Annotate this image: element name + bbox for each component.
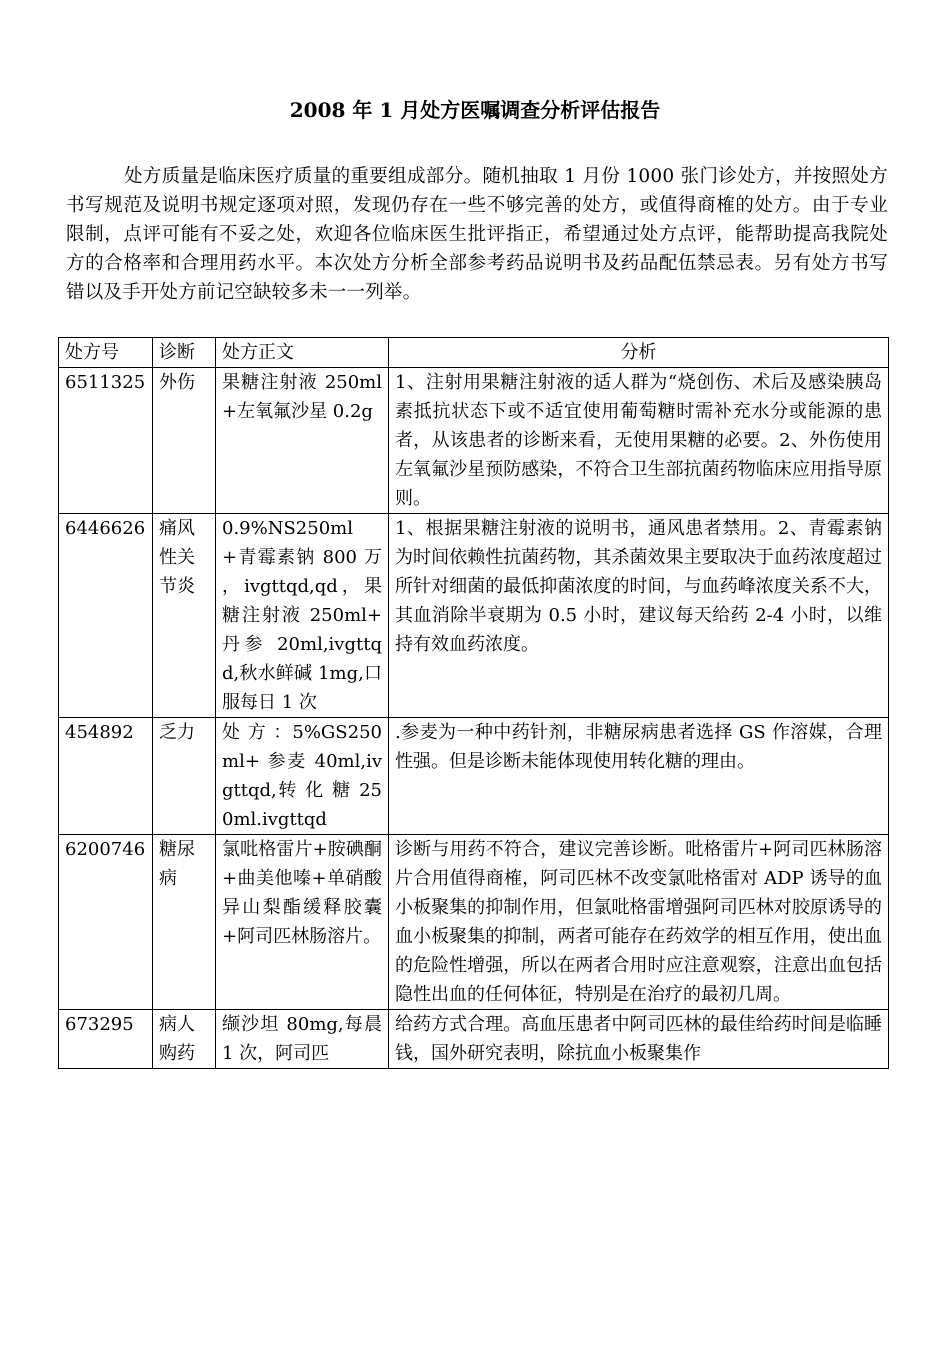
rx-number-cell: 454892 — [59, 718, 153, 835]
rx-number-cell: 673295 — [59, 1010, 153, 1069]
table-row — [59, 368, 889, 514]
table-header-row — [59, 338, 889, 368]
intro-paragraph: 处方质量是临床医疗质量的重要组成部分。随机抽取 1 月份 1000 张门诊处方，并按照处方书写规范及说明书规定逐项对照，发现仍存在一些不够完善的处方，或值得商榷的处方。由于专业限制，点评可能有不妥之处，欢迎各位临床医生批评指正，希望通过处方点评，能帮助提高我院处方的合格率和合理用药水平。本次处方分析全部参考药品说明书及药品配伍禁忌表。另有处方书写错以及手开处方前记空缺较多未一一列举。 — [66, 166, 888, 303]
analysis-cell: 1、注射用果糖注射液的适人群为“烧创伤、术后及感染胰岛素抵抗状态下或不适宜使用葡萄糖时需补充水分或能源的患者，从该患者的诊断来看，无使用果糖的必要。2、外伤使用左氧氟沙星预防感染，不符合卫生部抗菌药物临床应用指导原则。 — [389, 368, 889, 514]
diagnosis-cell: 糖尿病 — [153, 835, 216, 1010]
rx-number-cell: 6446626 — [59, 514, 153, 718]
analysis-cell: 诊断与用药不符合，建议完善诊断。吡格雷片+阿司匹林肠溶片合用值得商榷，阿司匹林不改变氯吡格雷对 ADP 诱导的血小板聚集的抑制作用，但氯吡格雷增强阿司匹林对胶原诱导的血小板聚集的抑制，两者可能存在药效学的相互作用，使出血的危险性增强，所以在两者合用时应注意观察，注意出血包括隐性出血的任何体征，特别是在治疗的最初几周。 — [389, 835, 889, 1010]
prescription-cell: 缬沙坦 80mg,每晨 1 次，阿司匹 — [216, 1010, 389, 1069]
header-diagnosis: 诊断 — [153, 338, 216, 368]
header-analysis: 分析 — [389, 338, 889, 368]
analysis-cell: .参麦为一种中药针剂，非糖尿病患者选择 GS 作溶媒，合理性强。但是诊断未能体现使用转化糖的理由。 — [389, 718, 889, 835]
rx-number-cell: 6511325 — [59, 368, 153, 514]
table-row — [59, 1010, 889, 1069]
diagnosis-cell: 外伤 — [153, 368, 216, 514]
analysis-cell: 1、根据果糖注射液的说明书，通风患者禁用。2、青霉素钠为时间依赖性抗菌药物，其杀菌效果主要取决于血药浓度超过所针对细菌的最低抑菌浓度的时间，与血药峰浓度关系不大，其血消除半衰期为 0.5 小时，建议每天给药 2-4 小时，以维持有效血药浓度。 — [389, 514, 889, 718]
header-rx-number: 处方号 — [59, 338, 153, 368]
prescription-table — [58, 337, 889, 1069]
report-title: 2008 年 1 月处方医嘱调查分析评估报告 — [289, 98, 661, 122]
header-prescription: 处方正文 — [216, 338, 389, 368]
table-row — [59, 514, 889, 718]
diagnosis-cell: 痛风性关节炎 — [153, 514, 216, 718]
rx-number-cell: 6200746 — [59, 835, 153, 1010]
table-row — [59, 718, 889, 835]
prescription-cell: 0.9%NS250ml+青霉素钠 800 万 ，ivgttqd,qd，果糖注射液 250ml+ 丹参 20ml,ivgttqd,秋水鲜碱 1mg,口服每日 1 次 — [216, 514, 389, 718]
table-row — [59, 835, 889, 1010]
diagnosis-cell: 乏力 — [153, 718, 216, 835]
prescription-cell: 处 方 ：5%GS250ml+ 参麦 40ml,ivgttqd,转 化 糖 250ml.ivgttqd — [216, 718, 389, 835]
prescription-cell: 果糖注射液 250ml+左氧氟沙星 0.2g — [216, 368, 389, 514]
diagnosis-cell: 病人购药 — [153, 1010, 216, 1069]
analysis-cell: 给药方式合理。高血压患者中阿司匹林的最佳给药时间是临睡钱，国外研究表明，除抗血小板聚集作 — [389, 1010, 889, 1069]
prescription-cell: 氯吡格雷片+胺碘酮+曲美他嗪+单硝酸异山梨酯缓释胶囊+阿司匹林肠溶片。 — [216, 835, 389, 1010]
